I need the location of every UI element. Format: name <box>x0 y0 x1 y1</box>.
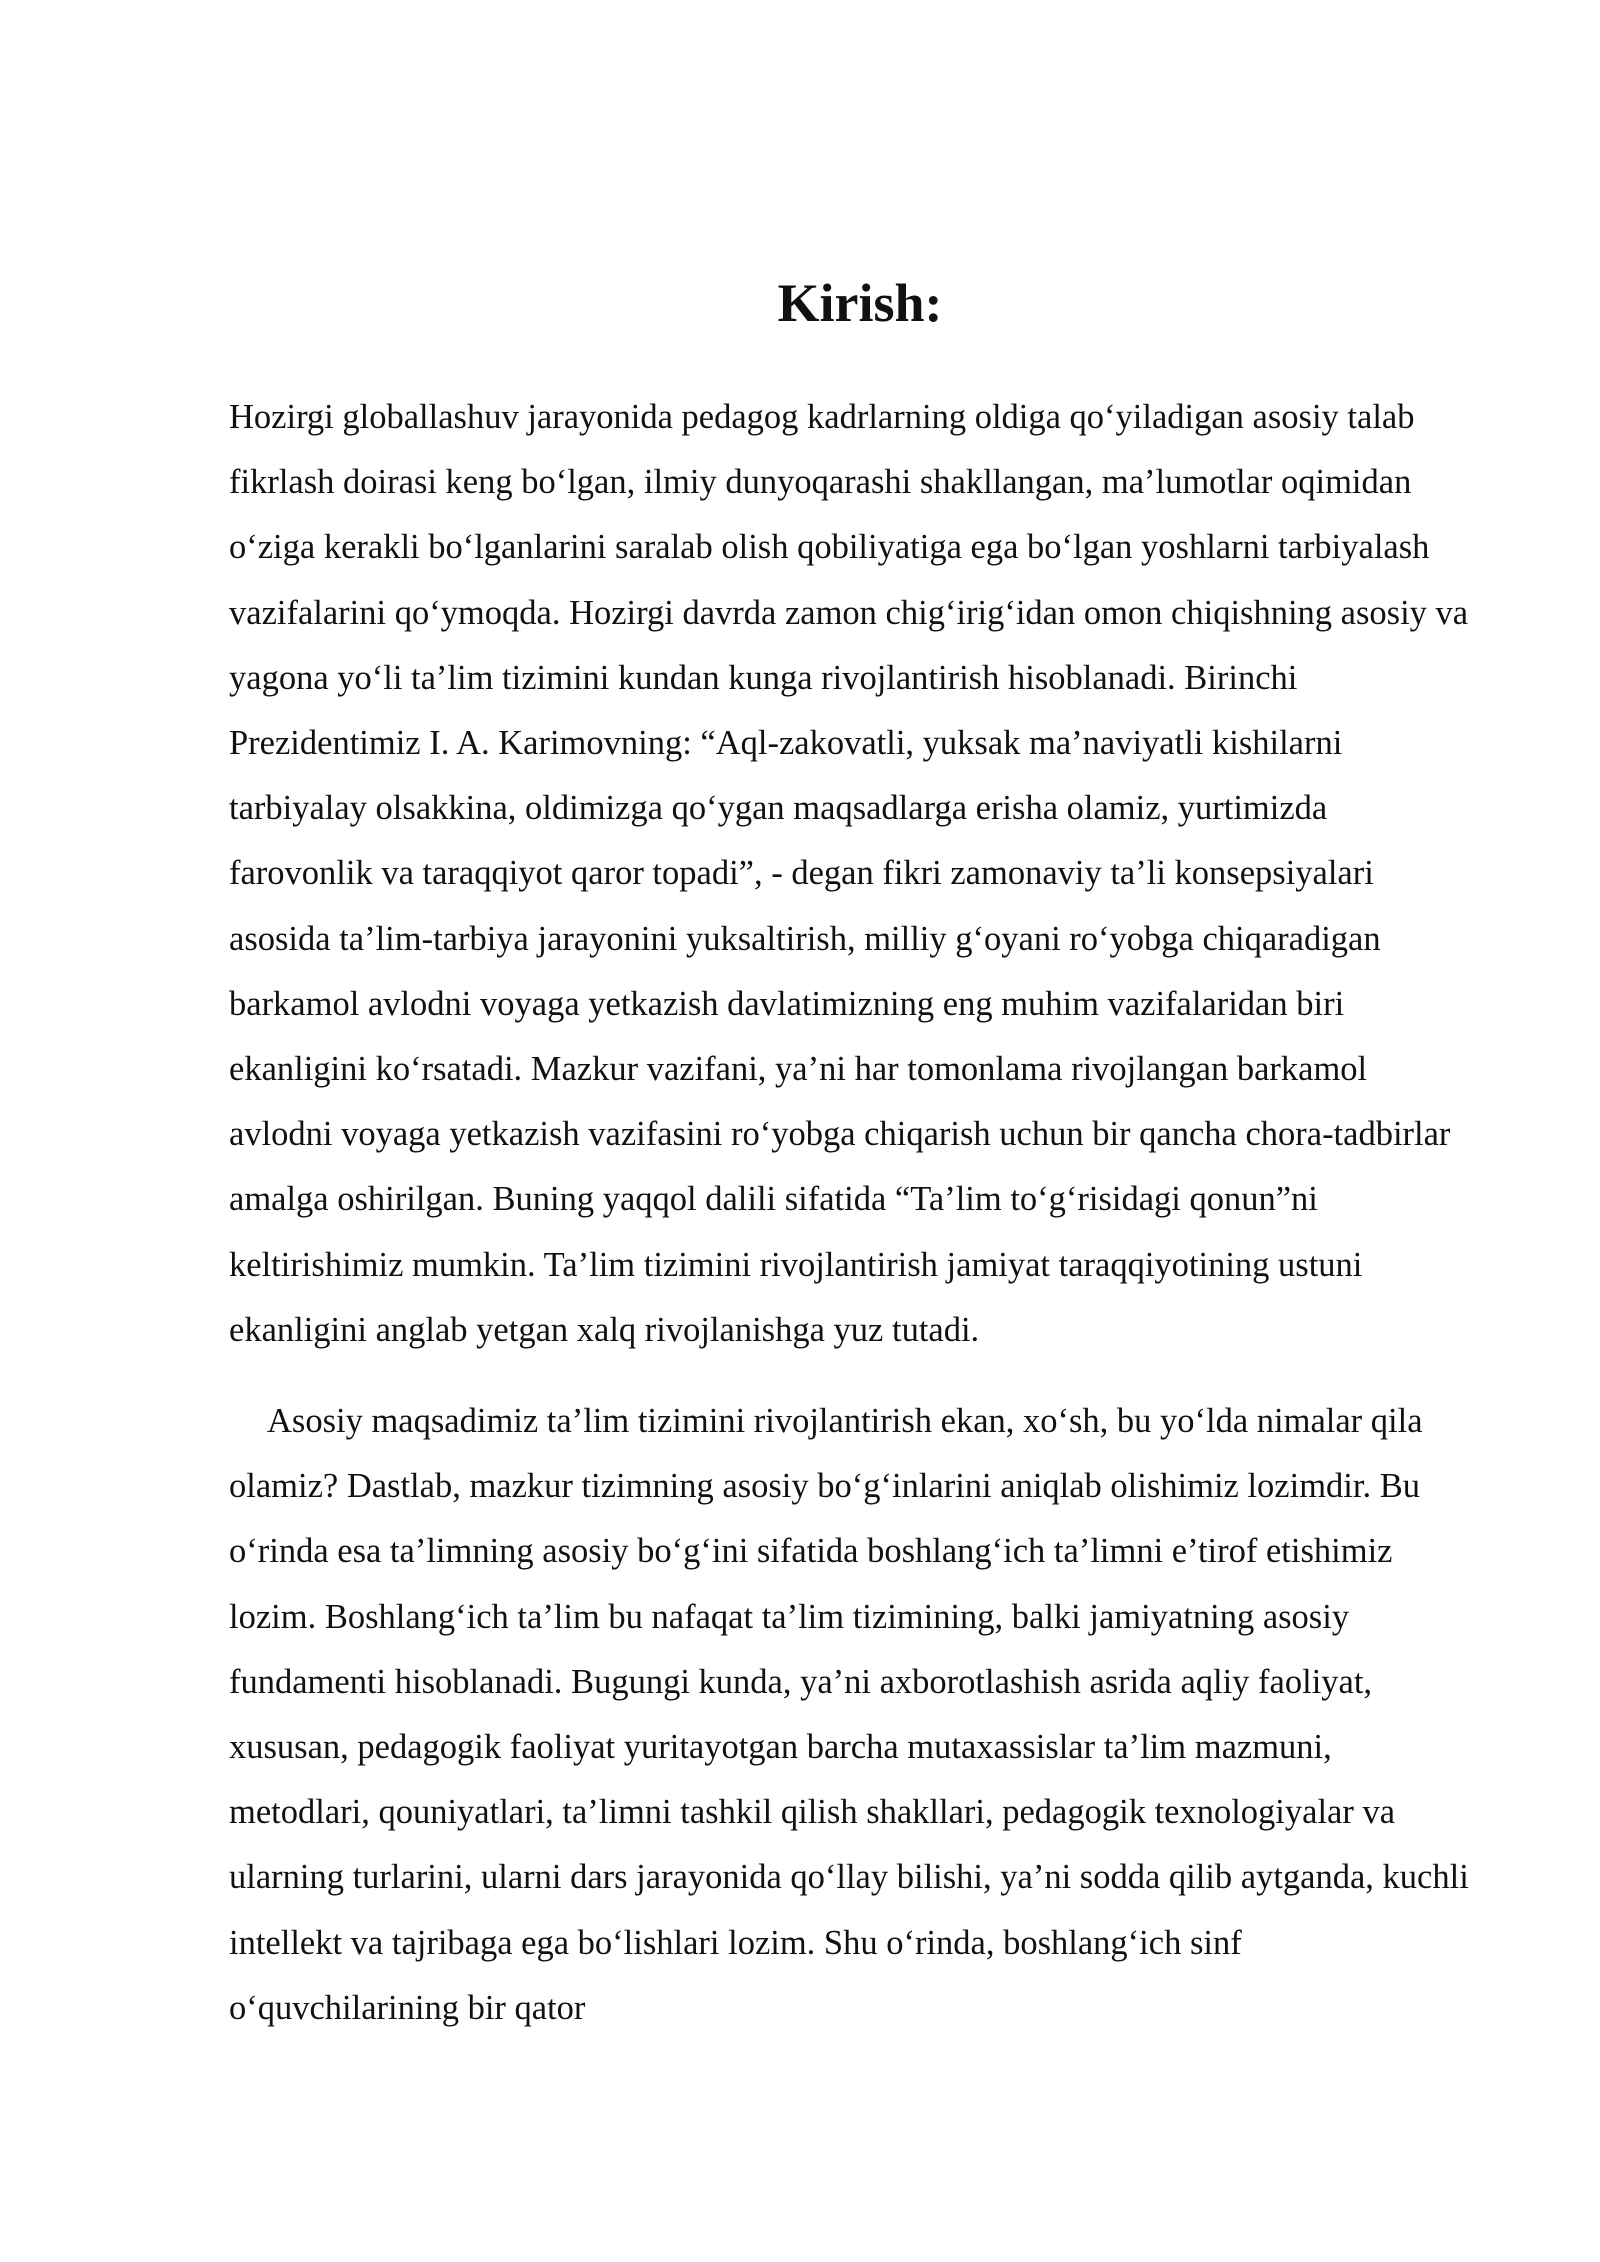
document-body <box>229 385 1479 2041</box>
paragraph-1: Hozirgi globallashuv jarayonida pedagog kadrlarning oldiga qo‘yiladigan asosiy talab fikrlash doirasi keng bo‘lgan, ilmiy dunyoqarashi shakllangan, ma’lumotlar oqimidan o‘ziga kerakli bo‘lganlarini saralab olish qobiliyatiga ega bo‘lgan yoshlarni tarbiyalash vazifalarini qo‘ymoqda. Hozirgi davrda zamon chig‘irig‘idan omon chiqishning asosiy va yagona yo‘li ta’lim tizimini kundan kunga rivojlantirish hisoblanadi. Birinchi Prezidentimiz I. A. Karimovning: “Aql-zakovatli, yuksak ma’naviyatli kishilarni tarbiyalay olsakkina, oldimizga qo‘ygan maqsadlarga erisha olamiz, yurtimizda farovonlik va taraqqiyot qaror topadi”, - degan fikri zamonaviy ta’li konsepsiyalari asosida ta’lim-tarbiya jarayonini yuksaltirish, milliy g‘oyani ro‘yobga chiqaradigan barkamol avlodni voyaga yetkazish davlatimizning eng muhim vazifalaridan biri ekanligini ko‘rsatadi. Mazkur vazifani, ya’ni har tomonlama rivojlangan barkamol avlodni voyaga yetkazish vazifasini ro‘yobga chiqarish uchun bir qancha chora-tadbirlar amalga oshirilgan. Buning yaqqol dalili sifatida “Ta’lim to‘g‘risidagi qonun”ni keltirishimiz mumkin. Ta’lim tizimini rivojlantirish jamiyat taraqqiyotining ustuni ekanligini anglab yetgan xalq rivojlanishga yuz tutadi. <box>229 398 1469 1349</box>
paragraph-2: Asosiy maqsadimiz ta’lim tizimini rivojlantirish ekan, xo‘sh, bu yo‘lda nimalar qila olamiz? Dastlab, mazkur tizimning asosiy bo‘g‘inlarini aniqlab olishimiz lozimdir. Bu o‘rinda esa ta’limning asosiy bo‘g‘ini sifatida boshlang‘ich ta’limni e’tirof etishimiz lozim. Boshlang‘ich ta’lim bu nafaqat ta’lim tizimining, balki jamiyatning asosiy fundamenti hisoblanadi. Bugungi kunda, ya’ni axborotlashish asrida aqliy faoliyat, xususan, pedagogik faoliyat yuritayotgan barcha mutaxassislar ta’lim mazmuni, metodlari, qouniyatlari, ta’limni tashkil qilish shakllari, pedagogik texnologiyalar va ularning turlarini, ularni dars jarayonida qo‘llay bilishi, ya’ni sodda qilib aytganda, kuchli intellekt va tajribaga ega bo‘lishlari lozim. Shu o‘rinda, boshlang‘ich sinf o‘quvchilarining bir qator <box>229 1402 1469 2027</box>
page-title: Kirish: <box>777 273 943 333</box>
